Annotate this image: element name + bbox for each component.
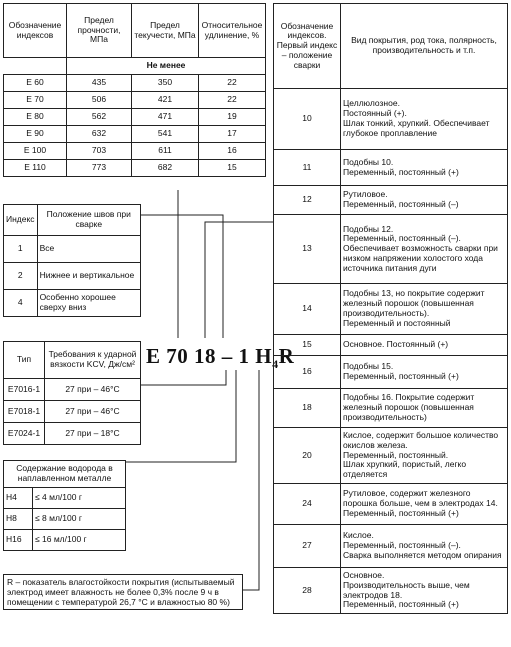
impact-col-req: Требования к ударной вязкости KCV, Дж/см² [45,342,141,379]
coating-row [274,568,508,614]
strength-row [4,75,266,92]
designation-subscript: 4 [272,357,279,372]
coating-index: 13 [274,215,341,284]
strength-cell: 703 [67,143,132,160]
strength-row [4,109,266,126]
position-table [3,204,141,317]
impact-type: Е7018-1 [4,401,45,423]
coating-desc: Подобны 16. Покрытие содержит железный порошок (повышенная производительность) [341,389,508,428]
impact-row [4,379,141,401]
leader-line-coating [205,222,273,338]
leader-line-r [243,370,259,590]
coating-row [274,356,508,389]
coating-desc: Основное. Производительность выше, чем электродов 18. Переменный, постоянный (+) [341,568,508,614]
position-col-index: Индекс [4,205,38,236]
position-index: 4 [4,290,38,317]
strength-cell: 421 [132,92,199,109]
strength-cell: 22 [199,75,266,92]
coating-row [274,215,508,284]
leader-line-hydrogen [126,370,236,462]
hydrogen-row [4,530,126,551]
position-desc: Нижнее и вертикальное [37,263,140,290]
coating-row [274,186,508,215]
coating-row [274,389,508,428]
strength-col-elongation: Относительное удлинение, % [199,4,266,58]
designation-prefix: Е 70 18 – 1 H [146,344,273,368]
impact-value: 27 при – 46°С [45,379,141,401]
hydrogen-body [4,488,126,551]
coating-index: 28 [274,568,341,614]
coating-desc: Рутиловое. Переменный, постоянный (–) [341,186,508,215]
coating-desc: Кислое, содержит большое количество окислов железа. Переменный, постоянный. Шлак хрупкий, пористый, легко отделяется [341,428,508,484]
strength-cell: 15 [199,160,266,177]
coating-row [274,335,508,356]
strength-cell: Е 70 [4,92,67,109]
designation-suffix: R [278,344,295,368]
position-index: 1 [4,236,38,263]
strength-cell: 22 [199,92,266,109]
strength-col-tensile: Предел прочности, МПа [67,4,132,58]
impact-row [4,401,141,423]
coating-index: 15 [274,335,341,356]
strength-subheader: Не менее [67,58,266,75]
coating-index: 18 [274,389,341,428]
coating-desc: Рутиловое, содержит железного порошка больше, чем в электродах 14. Переменный, постоянный (+) [341,484,508,525]
coating-index: 12 [274,186,341,215]
position-body [4,236,141,317]
hydrogen-index: H16 [4,530,33,551]
coating-desc: Основное. Постоянный (+) [341,335,508,356]
impact-type: Е7024-1 [4,423,45,445]
strength-cell: 17 [199,126,266,143]
leader-line-position [141,215,223,338]
strength-body [4,75,266,177]
strength-cell: Е 80 [4,109,67,126]
strength-cell: 16 [199,143,266,160]
coating-index: 14 [274,284,341,335]
coating-index: 16 [274,356,341,389]
strength-cell: Е 60 [4,75,67,92]
strength-row [4,126,266,143]
coating-row [274,525,508,568]
coating-body [274,89,508,614]
coating-row [274,428,508,484]
strength-cell: 773 [67,160,132,177]
impact-col-type: Тип [4,342,45,379]
strength-row [4,160,266,177]
strength-cell: 541 [132,126,199,143]
strength-cell: 632 [67,126,132,143]
hydrogen-row [4,509,126,530]
position-col-desc: Положение швов при сварке [37,205,140,236]
position-row [4,263,141,290]
coating-index: 11 [274,150,341,186]
strength-cell: 435 [67,75,132,92]
strength-cell: 506 [67,92,132,109]
strength-row [4,92,266,109]
coating-index: 20 [274,428,341,484]
coating-row [274,150,508,186]
impact-body [4,379,141,445]
impact-value: 27 при – 46°С [45,401,141,423]
strength-cell: Е 110 [4,160,67,177]
impact-type: Е7016-1 [4,379,45,401]
coating-col-index: Обозначение индексов. Первый индекс – положение сварки [274,4,341,89]
coating-row [274,484,508,525]
position-desc: Все [37,236,140,263]
coating-col-desc: Вид покрытия, род тока, полярность, производительность и т.п. [341,4,508,89]
impact-table [3,341,141,445]
hydrogen-index: H8 [4,509,33,530]
coating-desc: Подобны 12. Переменный, постоянный (–). Обеспечивает возможность сварки при низком напряжении холостого хода источника питания дуги [341,215,508,284]
coating-desc: Кислое. Переменный, постоянный (–). Сварка выполняется методом опирания [341,525,508,568]
coating-row [274,284,508,335]
hydrogen-row [4,488,126,509]
hydrogen-value: ≤ 16 мл/100 г [33,530,126,551]
position-desc: Особенно хорошее сверху вниз [37,290,140,317]
coating-index: 24 [274,484,341,525]
r-note: R – показатель влагостойкости покрытия (испытываемый электрод имеет влажность не более 0,3% после 9 ч в помещении с температурой 26,7 °С и влажностью 80 %) [3,574,243,610]
strength-cell: 611 [132,143,199,160]
coating-index: 27 [274,525,341,568]
coating-desc: Подобны 15. Переменный, постоянный (+) [341,356,508,389]
strength-cell: Е 90 [4,126,67,143]
coating-desc: Подобны 13, но покрытие содержит железный порошок (повышенная производительность). Переменный и постоянный [341,284,508,335]
strength-cell: 19 [199,109,266,126]
hydrogen-index: H4 [4,488,33,509]
strength-cell: 350 [132,75,199,92]
strength-header-row [4,4,266,58]
coating-table [273,3,508,614]
position-index: 2 [4,263,38,290]
position-row [4,290,141,317]
leader-line-impact [141,370,226,385]
hydrogen-value: ≤ 8 мл/100 г [33,509,126,530]
hydrogen-value: ≤ 4 мл/100 г [33,488,126,509]
coating-index: 10 [274,89,341,150]
position-row [4,236,141,263]
impact-row [4,423,141,445]
strength-row [4,143,266,160]
strength-cell: Е 100 [4,143,67,160]
strength-cell: 682 [132,160,199,177]
strength-cell: 562 [67,109,132,126]
coating-row [274,89,508,150]
strength-col-yield: Предел текучести, МПа [132,4,199,58]
hydrogen-table [3,460,126,551]
strength-cell: 471 [132,109,199,126]
strength-col-index: Обозначение индексов [4,4,67,58]
hydrogen-header: Содержание водорода в наплавленном металле [4,461,126,488]
coating-desc: Целлюлозное. Постоянный (+). Шлак тонкий, хрупкий. Обеспечивает глубокое проплавление [341,89,508,150]
impact-value: 27 при – 18°С [45,423,141,445]
strength-table [3,3,266,177]
coating-desc: Подобны 10. Переменный, постоянный (+) [341,150,508,186]
